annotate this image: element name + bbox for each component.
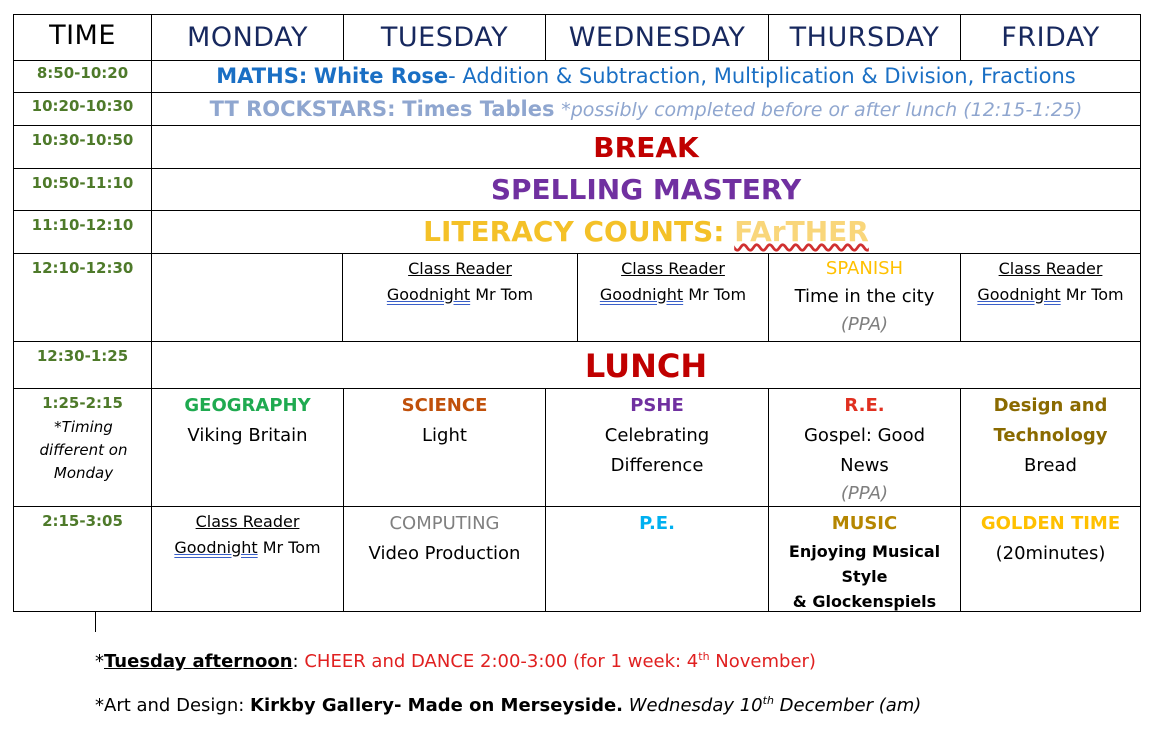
reader-friday [961,256,1140,308]
time-slot-lunch: 12:30-1:25 [36,347,129,365]
note-tuesday-afternoon [95,650,816,674]
spanish-thursday [769,256,960,338]
time-slot-break: 10:30-10:50 [31,131,134,149]
note1-sup: th [698,650,710,663]
spanish-ppa: (PPA) [840,314,889,335]
dt-label-line1: Design and [993,395,1108,416]
golden-time-label: GOLDEN TIME [980,513,1121,534]
time-slot-literacy: 11:10-12:10 [31,216,134,234]
note1-event [299,651,816,672]
literacy-book: FArTHER [734,215,869,248]
geography-label: GEOGRAPHY [184,395,311,416]
reader-book-rest: Mr Tom [1060,285,1124,304]
header-wednesday: WEDNESDAY [568,22,746,53]
spelling-label: SPELLING MASTERY [490,173,802,206]
re-topic-line2: News [840,455,889,476]
reader-book [578,282,768,308]
reader-book-rest: Mr Tom [683,285,747,304]
reader-label: Class Reader [195,512,300,531]
science-label: SCIENCE [401,395,488,416]
wednesday-pe [546,509,768,539]
dt-topic: Bread [1024,455,1077,476]
geography-topic: Viking Britain [187,425,308,446]
golden-time-topic: (20minutes) [995,543,1106,564]
time-slot-afternoon1: 1:25-2:15 [42,394,123,412]
friday-dt [961,391,1140,481]
monday-reader [152,509,343,561]
note-art-and-design [95,694,921,718]
header-monday: MONDAY [187,22,308,53]
note1-colon: : [292,651,299,672]
note1-event-text: CHEER and DANCE 2:00-3:00 (for 1 week: 4 [298,651,699,672]
time-slot-tt: 10:20-10:30 [31,97,134,115]
tt-title: Times Tables [402,97,555,121]
reader-book-word: Goodnight [977,285,1061,304]
reader-book-word: Goodnight [599,285,684,304]
thursday-re [769,391,960,507]
time-slot-reader: 12:10-12:30 [31,259,134,277]
tuesday-computing [344,509,545,569]
maths-row [152,61,1140,91]
break-label: BREAK [593,131,699,164]
header-thursday: THURSDAY [789,22,940,53]
maths-topics: - Addition & Subtraction, Multiplication & Division, Fractions [448,64,1076,88]
reader-wednesday [578,256,768,308]
music-label: MUSIC [831,513,898,534]
tt-row [152,94,1140,126]
tt-note: *possibly completed before or after lunch (12:15-1:25) [561,99,1083,121]
header-friday: FRIDAY [1001,22,1100,53]
reader-label: Class Reader [408,259,512,278]
note2-date [623,695,921,716]
wednesday-pshe [546,391,768,481]
reader-label: Class Reader [998,259,1103,278]
note2-date-a: Wednesday 10 [623,695,763,716]
pe-label: P.E. [639,513,675,534]
friday-golden-time [961,509,1140,569]
note2-prefix: *Art and Design: [95,695,251,716]
pshe-topic-line1: Celebrating [604,425,710,446]
maths-provider: White Rose [313,64,449,88]
reader-book-word: Goodnight [174,538,258,557]
time-note-monday: *Timing different on Monday [39,418,128,482]
maths-label: MATHS: [216,64,308,88]
time-slot-maths: 8:50-10:20 [36,64,129,82]
note2-date-b: December (am) [773,695,922,716]
time-slot-afternoon2: 2:15-3:05 [42,512,123,530]
note2-sup: th [762,694,774,707]
header-time: TIME [49,20,116,51]
literacy-row [152,211,1140,253]
re-label: R.E. [844,395,885,416]
literacy-label: LITERACY COUNTS: [423,215,725,248]
reader-book [343,282,577,308]
reader-book-rest: Mr Tom [470,285,534,304]
re-ppa: (PPA) [840,483,889,504]
note1-star: * [95,651,104,672]
reader-book [961,282,1140,308]
reader-book-word: Goodnight [386,285,471,304]
reader-label: Class Reader [621,259,725,278]
note2-place: Kirkby Gallery- Made on Merseyside. [250,695,624,716]
reader-book-rest: Mr Tom [257,538,321,557]
spanish-topic: Time in the city [794,286,935,307]
spanish-label: SPANISH [825,258,904,279]
header-tuesday: TUESDAY [380,22,509,53]
music-topic-line2: Style [841,567,888,586]
computing-label: COMPUTING [389,513,500,534]
tuesday-science [344,391,545,451]
time-slot-spelling: 10:50-11:10 [31,174,134,192]
reader-book [152,535,343,561]
monday-geography [152,391,343,451]
re-topic-line1: Gospel: Good [803,425,926,446]
tt-label: TT ROCKSTARS: [209,97,396,121]
pshe-label: PSHE [630,395,684,416]
note1-end: November) [709,651,816,672]
reader-tuesday [343,256,577,308]
lunch-label: LUNCH [584,347,708,385]
dt-label-line2: Technology [993,425,1108,446]
music-topic-line3: & Glockenspiels [792,592,937,611]
pshe-topic-line2: Difference [610,455,704,476]
thursday-music [769,509,960,615]
note1-label: Tuesday afternoon [104,651,293,672]
science-topic: Light [422,425,467,446]
computing-topic: Video Production [368,543,521,564]
music-topic-line1: Enjoying Musical [788,542,941,561]
